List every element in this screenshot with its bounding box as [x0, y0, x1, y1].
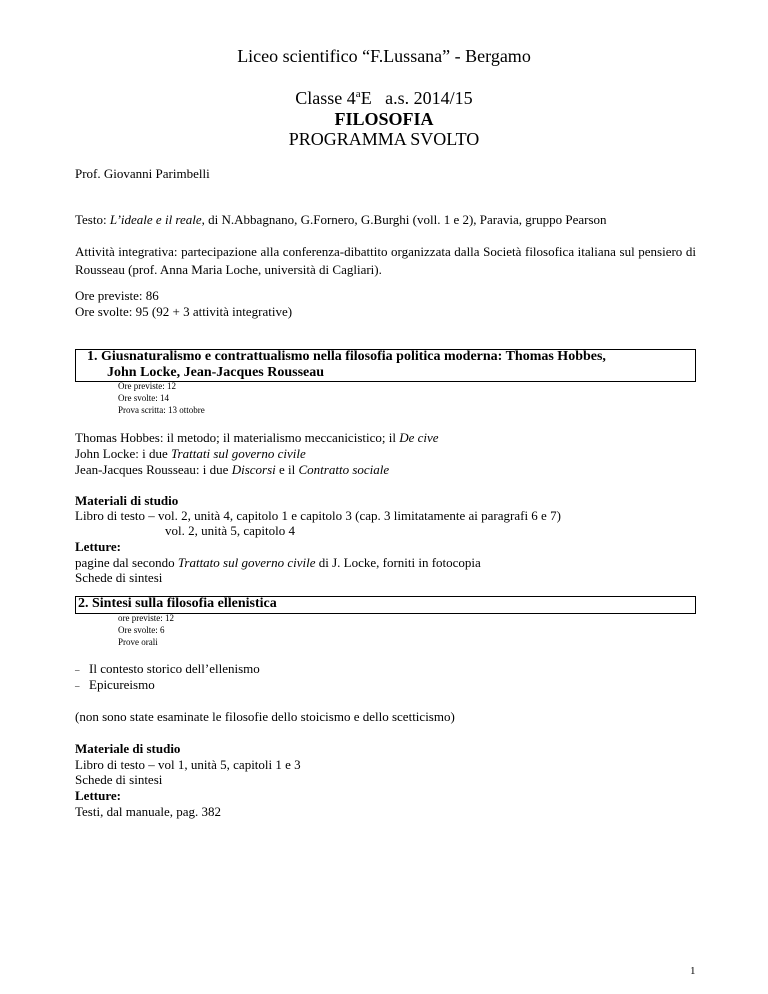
- section1-readings-heading: Letture:: [75, 539, 121, 554]
- section1-title-line1: 1. Giusnaturalismo e contrattualismo nella filosofia politica moderna: Thomas Hobbes,: [87, 349, 606, 364]
- section1-materials-line2: vol. 2, unità 5, capitolo 4: [165, 523, 295, 538]
- section2-meta-3: Prove orali: [118, 637, 158, 647]
- section2-materials-heading: Materiale di studio: [75, 741, 181, 756]
- section1-materials-heading: Materiali di studio: [75, 493, 179, 508]
- hours-planned: Ore previste: 86: [75, 288, 159, 303]
- section2-summary: Schede di sintesi: [75, 772, 163, 787]
- section1-readings: [75, 555, 481, 571]
- section1-meta-1: Ore previste: 12: [118, 381, 176, 391]
- bullet-dash: –: [75, 665, 80, 675]
- section2-meta-1: ore previste: 12: [118, 613, 174, 623]
- section2-bullet-2: [75, 677, 155, 693]
- hours-done: Ore svolte: 95 (92 + 3 attività integrative): [75, 304, 293, 319]
- topic-text: Jean-Jacques Rousseau: i due: [75, 462, 232, 477]
- section2-readings-heading: Letture:: [75, 788, 121, 803]
- topic-text: John Locke: i due: [75, 446, 172, 461]
- school-title: Liceo scientifico “F.Lussana” - Bergamo: [237, 46, 531, 66]
- section1-topic-rousseau: [75, 462, 389, 478]
- class-line: [0, 88, 768, 109]
- section1-summary: Schede di sintesi: [75, 570, 163, 585]
- textbook-suffix: , di N.Abbagnano, G.Fornero, G.Burghi (voll. 1 e 2), Paravia, gruppo Pearson: [201, 212, 607, 227]
- subject-title: FILOSOFIA: [334, 109, 434, 129]
- teacher: Prof. Giovanni Parimbelli: [75, 166, 210, 181]
- readings-prefix: pagine dal secondo: [75, 555, 178, 570]
- section2-title: 2. Sintesi sulla filosofia ellenistica: [78, 596, 277, 611]
- class-sup: a: [355, 88, 361, 100]
- section2-materials-line1: Libro di testo – vol 1, unità 5, capitoli 1 e 3: [75, 757, 301, 772]
- section1-topic-locke: [75, 446, 306, 462]
- topic-text: Thomas Hobbes: il metodo; il materialismo meccanicistico; il: [75, 430, 400, 445]
- bullet-dash: –: [75, 681, 80, 691]
- section1-meta-3: Prova scritta: 13 ottobre: [118, 405, 205, 415]
- section1-title-box: [75, 349, 696, 382]
- bullet-text: Il contesto storico dell’ellenismo: [89, 661, 260, 676]
- section1-title-line2: John Locke, Jean-Jacques Rousseau: [107, 365, 325, 380]
- class-suffix: E a.s. 2014/15: [360, 88, 473, 108]
- bullet-text: Epicureismo: [89, 677, 155, 692]
- page-number: 1: [690, 965, 696, 977]
- topic-em2: Contratto sociale: [298, 462, 390, 477]
- textbook-title: L’ideale e il reale: [109, 212, 202, 227]
- topic-em: De cive: [399, 430, 439, 445]
- topic-em: Trattati sul governo civile: [171, 446, 306, 461]
- topic-rest: e il: [275, 462, 299, 477]
- readings-suffix: di J. Locke, forniti in fotocopia: [315, 555, 481, 570]
- section2-note: (non sono state esaminate le filosofie dello stoicismo e dello scetticismo): [75, 709, 455, 724]
- section1-topic-hobbes: [75, 430, 439, 446]
- textbook: [75, 212, 607, 228]
- section1-meta-2: Ore svolte: 14: [118, 393, 169, 403]
- class-prefix: Classe 4: [295, 88, 356, 108]
- activity: Attività integrativa: partecipazione alla conferenza-dibattito organizzata dalla Società filosofica italiana sul pensiero di Rousseau (prof. Anna Maria Loche, università di Cagliari).: [75, 244, 696, 277]
- section2-readings-line: Testi, dal manuale, pag. 382: [75, 804, 222, 819]
- section2-meta-2: Ore svolte: 6: [118, 625, 165, 635]
- section1-materials-line1: Libro di testo – vol. 2, unità 4, capitolo 1 e capitolo 3 (cap. 3 limitatamente ai paragrafi 6 e 7): [75, 508, 561, 523]
- textbook-prefix: Testo:: [75, 212, 110, 227]
- section2-bullet-1: [75, 661, 260, 677]
- readings-em: Trattato sul governo civile: [177, 555, 316, 570]
- topic-em: Discorsi: [231, 462, 276, 477]
- program-title: PROGRAMMA SVOLTO: [288, 129, 480, 149]
